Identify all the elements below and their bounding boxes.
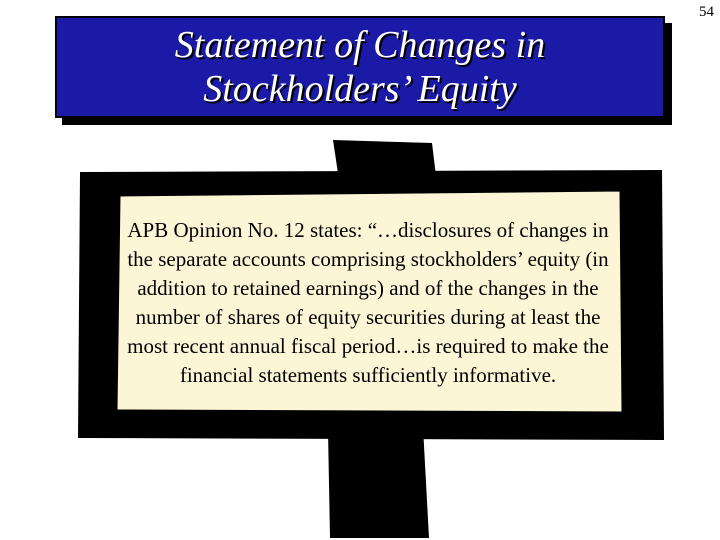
slide-title-line-2: Stockholders’ Equity (203, 68, 517, 110)
slide-title-line-1: Statement of Changes in (174, 24, 546, 66)
quote-text: APB Opinion No. 12 states: “…disclosures of changes in the separate accounts comprising stockholders’ equity (in addition to retained earnings) and of the changes in the number of shares of equity securities during at least the most recent annual fiscal period…is required to make the financial statements sufficiently informative. (127, 218, 609, 387)
quote-panel (118, 196, 618, 410)
page-number: 54 (699, 4, 714, 20)
sign-bottom-post (328, 427, 429, 538)
